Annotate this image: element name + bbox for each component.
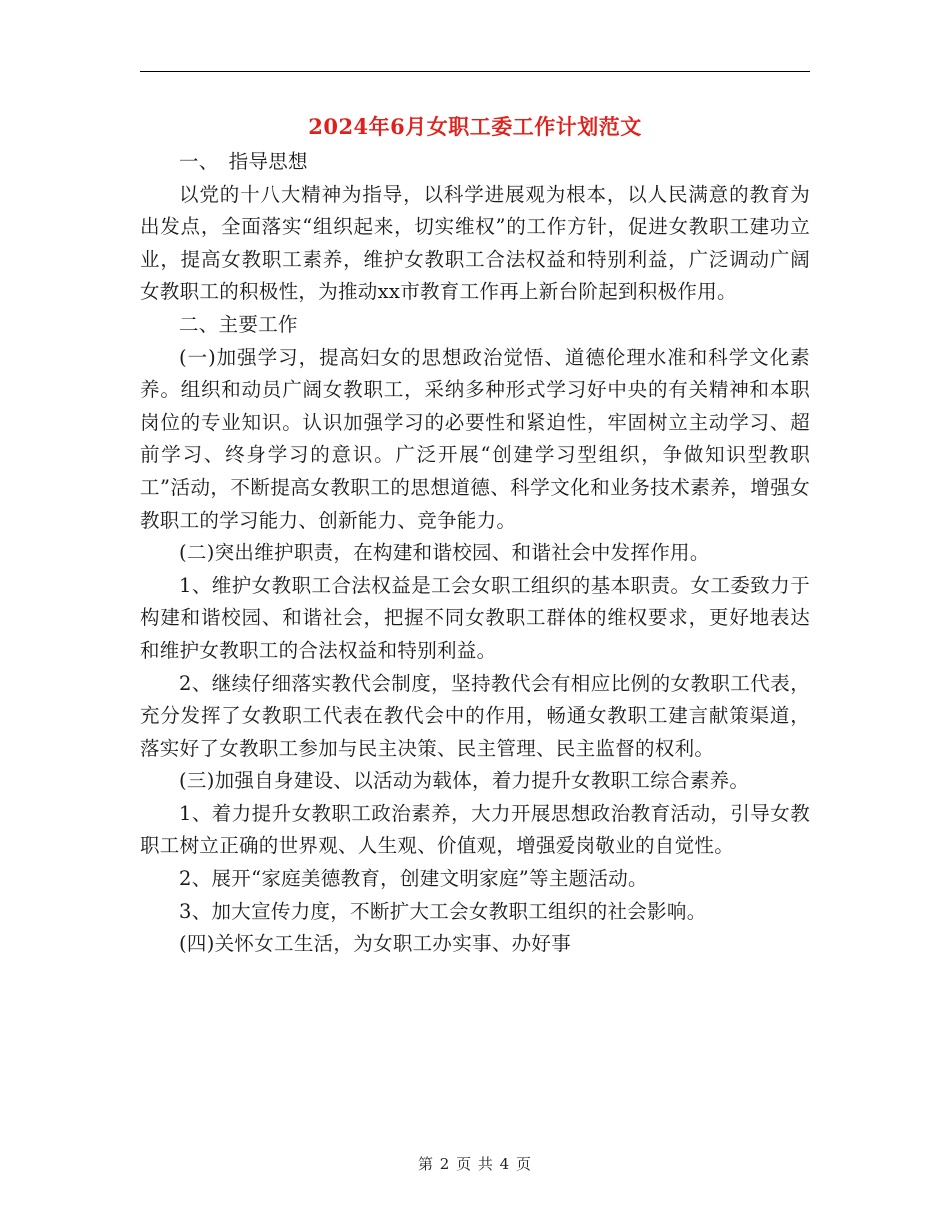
body-paragraph: 1、着力提升女教职工政治素养，大力开展思想政治教育活动，引导女教职工树立正确的世界观、人生观、价值观，增强爱岗敬业的自觉性。 bbox=[140, 801, 810, 858]
body-paragraph: 2、继续仔细落实教代会制度，坚持教代会有相应比例的女教职工代表，充分发挥了女教职工代表在教代会中的作用，畅通女教职工建言献策渠道，落实好了女教职工参加与民主决策、民主管理、民主监督的权利。 bbox=[140, 671, 810, 760]
body-paragraph: (四)关怀女工生活，为女职工办实事、办好事 bbox=[179, 932, 572, 956]
page-number-footer: 第 2 页 共 4 页 bbox=[418, 1155, 532, 1173]
body-paragraph: 以党的十八大精神为指导，以科学进展观为根本，以人民满意的教育为出发点，全面落实“组织起来，切实维权”的工作方针，促进女教职工建功立业，提高女教职工素养，维护女教职工合法权益和特别利益，广泛调动广阔女教职工的积极性，为推动xx市教育工作再上新台阶起到积极作用。 bbox=[140, 182, 810, 304]
section-heading: 一、 指导思想 bbox=[179, 150, 308, 173]
header-rule bbox=[140, 71, 810, 72]
body-paragraph: 1、维护女教职工合法权益是工会女职工组织的基本职责。女工委致力于构建和谐校园、和谐社会，把握不同女教职工群体的维权要求，更好地表达和维护女教职工的合法权益和特别利益。 bbox=[140, 573, 810, 662]
body-paragraph: (一)加强学习，提高妇女的思想政治觉悟、道德伦理水准和科学文化素养。组织和动员广阔女教职工，采纳多种形式学习好中央的有关精神和本职岗位的专业知识。认识加强学习的必要性和紧迫性，牢固树立主动学习、超前学习、终身学习的意识。广泛开展“创建学习型组织，争做知识型教职工”活动，不断提高女教职工的思想道德、科学文化和业务技术素养，增强女教职工的学习能力、创新能力、竞争能力。 bbox=[140, 345, 810, 532]
section-heading: 二、主要工作 bbox=[179, 312, 298, 336]
body-paragraph: 3、加大宣传力度，不断扩大工会女教职工组织的社会影响。 bbox=[179, 899, 707, 923]
body-paragraph: (三)加强自身建设、以活动为载体，着力提升女教职工综合素养。 bbox=[179, 769, 750, 793]
body-paragraph: (二)突出维护职责，在构建和谐校园、和谐社会中发挥作用。 bbox=[179, 541, 710, 565]
body-paragraph: 2、展开“家庭美德教育，创建文明家庭”等主题活动。 bbox=[179, 867, 648, 891]
page-title: 2024年6月女职工委工作计划范文 bbox=[308, 114, 642, 139]
document-body bbox=[140, 146, 810, 961]
